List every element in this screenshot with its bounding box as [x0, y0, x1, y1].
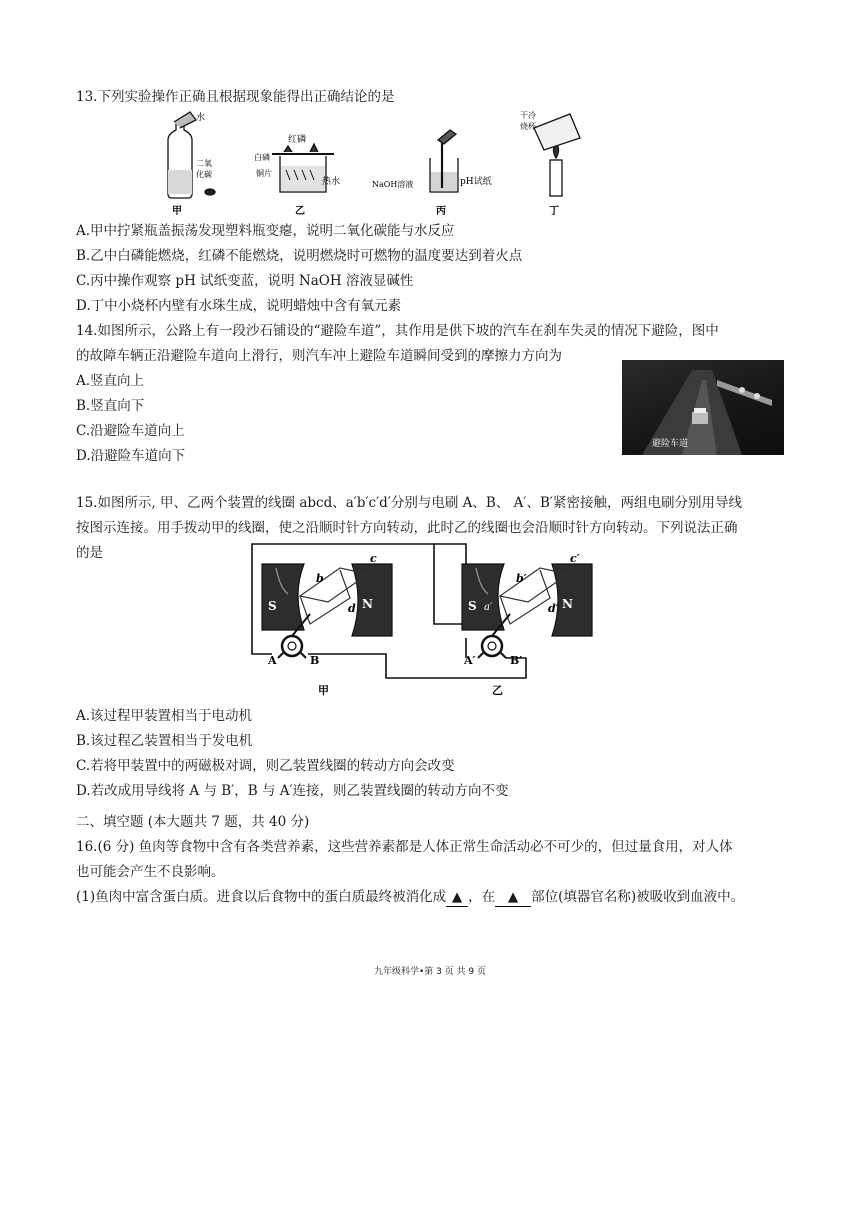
q15-option-a: A.该过程甲装置相当于电动机 — [76, 708, 253, 724]
q15-stem-line2: 按图示连接。用手拨动甲的线圈，使之沿顺时针方向转动，此时乙的线圈也会沿顺时针方向转动。下列说法正确 — [76, 520, 738, 536]
fig-bing-ph: pH试纸 — [460, 177, 492, 187]
yi-d-label: d′ — [548, 602, 559, 615]
fig-jia-water: 水 — [196, 113, 206, 123]
jia-c-label: c — [370, 552, 377, 565]
yi-brush-b: B′ — [510, 654, 523, 667]
q16-stem-line2: 也可能会产生不良影响。 — [76, 864, 225, 880]
fig-label-jia: 甲 — [172, 206, 182, 217]
fig-yi-red: 红磷 — [288, 135, 307, 145]
q16-sub1-part1: (1)鱼肉中富含蛋白质。进食以后食物中的蛋白质最终被消化成 — [76, 889, 447, 905]
yi-brush-a: A′ — [464, 654, 476, 667]
fig-bing-beaker — [430, 130, 458, 192]
q15-option-b: B.该过程乙装置相当于发电机 — [76, 733, 253, 749]
jia-brush-a: A — [268, 654, 277, 667]
q15-option-d: D.若改成用导线将 A 与 B′，B 与 A′连接，则乙装置线圈的转动方向不变 — [76, 783, 509, 799]
q14-option-d: D.沿避险车道向下 — [76, 448, 186, 464]
fig-label-yi-15: 乙 — [492, 684, 503, 697]
jia-b-label: b — [316, 572, 324, 585]
fig-label-bing: 丙 — [436, 206, 446, 217]
q14-option-c: C.沿避险车道向上 — [76, 423, 185, 439]
q14-stem-line1: 14.如图所示，公路上有一段沙石铺设的“避险车道”，其作用是供下坡的汽车在刹车失灵的情况下避险，图中 — [76, 323, 719, 339]
page-footer: 九年级科学•第 3 页 共 9 页 — [373, 967, 487, 977]
q15-stem-line1: 15.如图所示, 甲、乙两个装置的线圈 abcd、a′b′c′d′分别与电刷 A、B、 A′、B′紧密接触，两组电刷分别用导线 — [76, 495, 742, 511]
q14-option-b: B.竖直向下 — [76, 398, 145, 414]
q16-sub1 — [76, 888, 744, 907]
q16-blank-1: ▲ — [446, 888, 468, 907]
fig-label-yi: 乙 — [295, 206, 305, 217]
q16-stem-line1: 16.(6 分) 鱼肉等食物中含有各类营养素，这些营养素都是人体正常生命活动必不可少的，但过量食用，对人体 — [76, 839, 733, 855]
fig-yi-water: 热水 — [322, 177, 341, 187]
q13-option-c: C.丙中操作观察 pH 试纸变蓝，说明 NaOH 溶液显碱性 — [76, 273, 414, 289]
fig-ding-candle — [534, 114, 580, 196]
q13-figure — [150, 108, 620, 220]
fig-yi-copper: 铜片 — [256, 169, 272, 178]
fig-label-ding: 丁 — [549, 206, 559, 217]
fig-jia-co2-2: 化碳 — [196, 170, 212, 179]
q13-option-a: A.甲中拧紧瓶盖振荡发现塑料瓶变瘪，说明二氧化碳能与水反应 — [76, 223, 455, 239]
q15-generator-figure — [240, 538, 630, 708]
fig-bing-naoh: NaOH溶液 — [372, 180, 414, 189]
jia-s-label: S — [268, 599, 277, 613]
fig-ding-beaker-1: 干冷 — [520, 111, 536, 120]
yi-n-label: N — [562, 597, 573, 611]
yi-s-label: S — [468, 599, 477, 613]
fig-jia-co2-1: 二氧 — [196, 159, 212, 168]
q14-stem-line2: 的故障车辆正沿避险车道向上滑行，则汽车冲上避险车道瞬间受到的摩擦力方向为 — [76, 348, 562, 364]
q16-sub1-part3: 部位(填器官名称)被吸收到血液中。 — [531, 889, 745, 905]
escape-lane-caption: 避险车道 — [652, 439, 689, 449]
jia-n-label: N — [362, 597, 373, 611]
escape-lane-image — [622, 360, 784, 455]
fig-jia-bottle — [168, 112, 215, 198]
q16-blank-2: ▲ — [495, 888, 531, 907]
fig-jia-device — [262, 564, 392, 658]
q15-option-c: C.若将甲装置中的两磁极对调，则乙装置线圈的转动方向会改变 — [76, 758, 455, 774]
section2-heading: 二、填空题 (本大题共 7 题，共 40 分) — [76, 814, 310, 830]
fig-ding-beaker-2: 烧杯 — [520, 122, 536, 131]
q13-option-b: B.乙中白磷能燃烧，红磷不能燃烧，说明燃烧时可燃物的温度要达到着火点 — [76, 248, 523, 264]
q14-option-a: A.竖直向上 — [76, 373, 145, 389]
yi-b-label: b′ — [516, 572, 527, 585]
fig-yi-device — [462, 564, 592, 658]
jia-d-label: d — [348, 602, 356, 615]
fig-label-jia-15: 甲 — [318, 684, 329, 697]
escape-lane-photo — [622, 360, 784, 455]
fig-yi-white: 白磷 — [254, 153, 270, 162]
yi-c-label: c′ — [570, 552, 580, 565]
q13-stem: 13.下列实验操作正确且根据现象能得出正确结论的是 — [76, 89, 395, 105]
q13-option-d: D.丁中小烧杯内壁有水珠生成，说明蜡烛中含有氧元素 — [76, 298, 402, 314]
jia-brush-b: B — [310, 654, 320, 667]
yi-a-label: a′ — [484, 602, 493, 613]
q15-stem-line3: 的是 — [76, 545, 103, 561]
q16-sub1-part2: ，在 — [468, 889, 496, 905]
